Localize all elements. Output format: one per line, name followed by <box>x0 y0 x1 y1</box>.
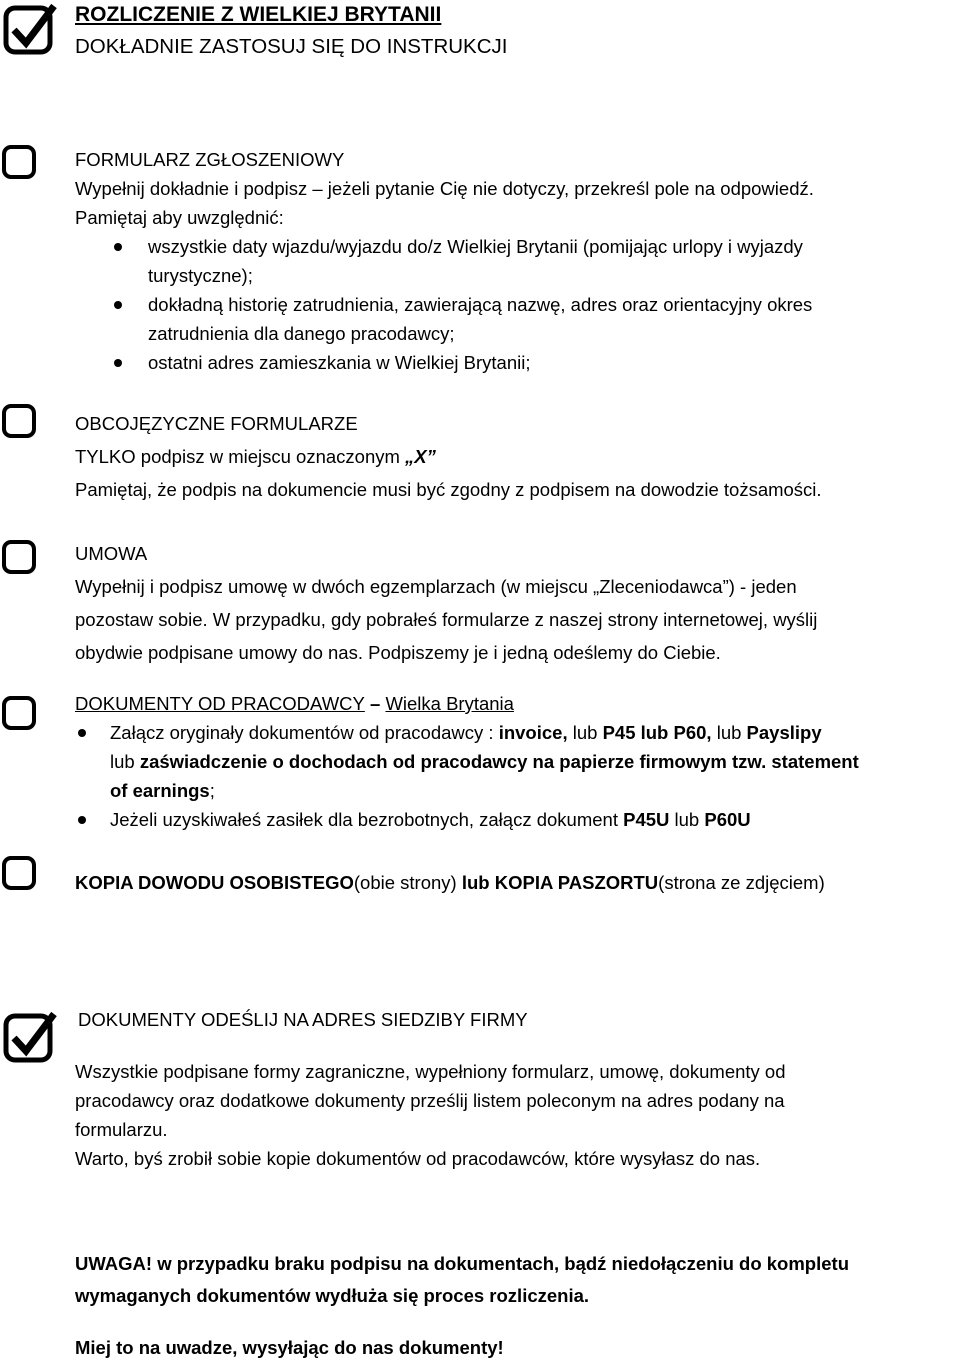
text-line: pracodawcy oraz dodatkowe dokumenty prześlij listem poleconym na adres podany na <box>75 1090 785 1111</box>
text-line: wymaganych dokumentów wydłuża się proces rozliczenia. <box>75 1285 590 1306</box>
text-line: Wypełnij i podpisz umowę w dwóch egzemplarzach (w miejscu „Zleceniodawca”) - jeden <box>75 576 797 597</box>
bullet-icon <box>78 729 86 737</box>
text-line: formularzu. <box>75 1119 168 1140</box>
checked-checkbox-icon <box>2 2 58 58</box>
section-application-form <box>75 145 952 232</box>
checkbox-employer-documents[interactable] <box>2 696 36 730</box>
checkbox-application-form[interactable] <box>2 145 36 179</box>
bullet-icon <box>114 359 122 367</box>
text-line: pozostaw sobie. W przypadku, gdy pobrałeś formularze z naszej strony internetowej, wyślij <box>75 609 818 630</box>
list-item: ostatni adres zamieszkania w Wielkiej Brytanii; <box>114 348 954 377</box>
text-line: Pamiętaj aby uwzględnić: <box>75 207 284 228</box>
section-heading: DOKUMENTY ODEŚLIJ NA ADRES SIEDZIBY FIRMY <box>78 1009 528 1030</box>
text-line: Pamiętaj, że podpis na dokumencie musi być zgodny z podpisem na dowodzie tożsamości. <box>75 479 822 500</box>
page-title: ROZLICZENIE Z WIELKIEJ BRYTANII <box>75 3 442 26</box>
list-item: Jeżeli uzyskiwałeś zasiłek dla bezrobotnych, załącz dokument P45U lub P60U <box>75 805 955 834</box>
list-item: of earnings; <box>110 780 215 801</box>
warning-block <box>75 1248 952 1312</box>
section-foreign-forms <box>75 407 952 506</box>
list-item: lub zaświadczenie o dochodach od pracodawcy na papierze firmowym tzw. statement <box>110 751 859 772</box>
text-line: TYLKO podpisz w miejscu oznaczonym „X” <box>75 446 436 467</box>
text-line: Warto, byś zrobił sobie kopie dokumentów od pracodawców, które wysyłasz do nas. <box>75 1148 761 1169</box>
list-item: turystyczne); <box>148 265 253 286</box>
list-item: zatrudnienia dla danego pracodawcy; <box>148 323 455 344</box>
list-item: dokładną historię zatrudnienia, zawierającą nazwę, adres oraz orientacyjny okres <box>114 290 954 319</box>
checkbox-contract[interactable] <box>2 540 36 574</box>
checked-checkbox-icon <box>2 1010 58 1066</box>
section-heading: UMOWA <box>75 543 148 564</box>
bullet-icon <box>114 301 122 309</box>
bullet-list-include <box>114 232 954 377</box>
section-heading: FORMULARZ ZGŁOSZENIOWY <box>75 149 345 170</box>
text-line: Wszystkie podpisane formy zagraniczne, wypełniony formularz, umowę, dokumenty od <box>75 1061 786 1082</box>
text-line: obydwie podpisane umowy do nas. Podpiszemy je i jedną odeślemy do Ciebie. <box>75 642 721 663</box>
bullet-icon <box>78 816 86 824</box>
list-item: wszystkie daty wjazdu/wyjazdu do/z Wielkiej Brytanii (pomijając urlopy i wyjazdy <box>114 232 954 261</box>
checkbox-foreign-forms[interactable] <box>2 404 36 438</box>
page-subtitle: DOKŁADNIE ZASTOSUJ SIĘ DO INSTRUKCJI <box>75 35 508 58</box>
section-id-copy: KOPIA DOWODU OSOBISTEGO(obie strony) lub KOPIA PASZORTU(strona ze zdjęciem) <box>75 872 825 893</box>
checkbox-id-copy[interactable] <box>2 856 36 890</box>
section-heading: DOKUMENTY OD PRACODAWCY – Wielka Brytania <box>75 693 514 714</box>
list-item: Załącz oryginały dokumentów od pracodawcy : invoice, lub P45 lub P60, lub Payslipy <box>75 718 955 747</box>
warning-final-note: Miej to na uwadze, wysyłając do nas dokumenty! <box>75 1337 504 1358</box>
section-heading: OBCOJĘZYCZNE FORMULARZE <box>75 413 358 434</box>
text-line: UWAGA! w przypadku braku podpisu na dokumentach, bądź niedołączeniu do kompletu <box>75 1253 849 1274</box>
text-line: Wypełnij dokładnie i podpisz – jeżeli pytanie Cię nie dotyczy, przekreśl pole na odpowiedź. <box>75 178 814 199</box>
bullet-icon <box>114 243 122 251</box>
section-contract <box>75 537 952 669</box>
section-send-documents <box>75 1057 952 1173</box>
bullet-list-employer-docs <box>75 718 955 834</box>
